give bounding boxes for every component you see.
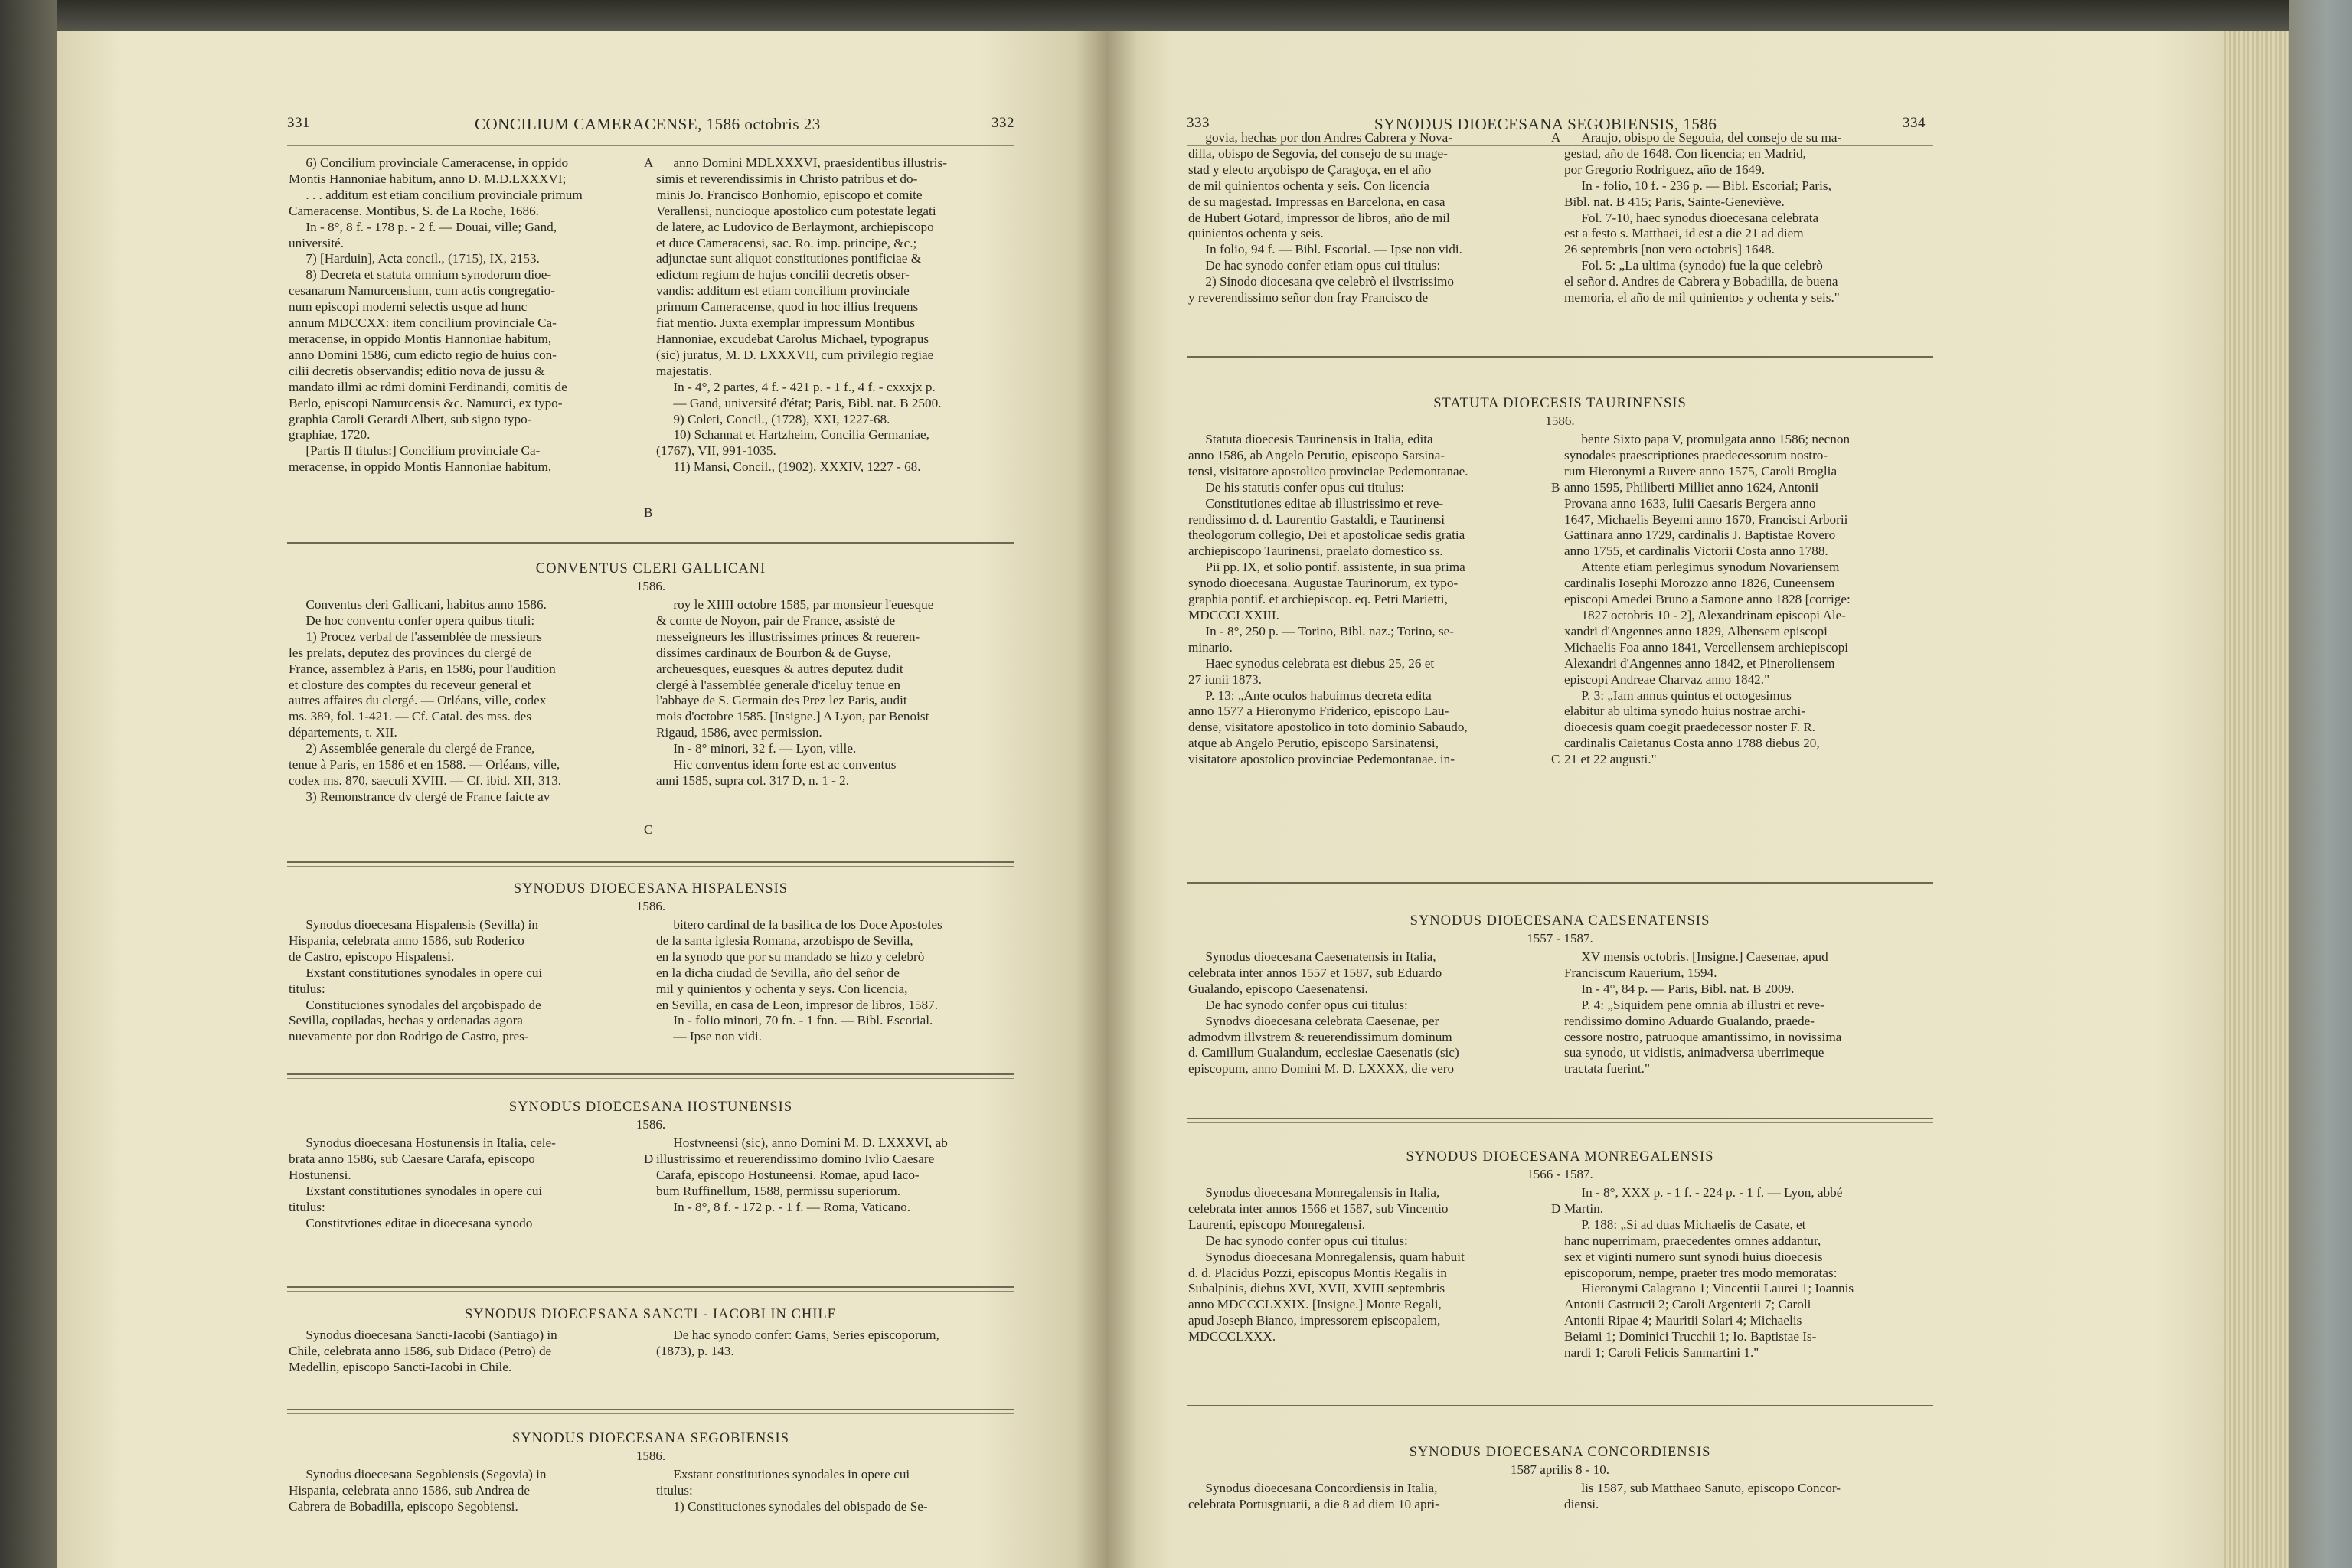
text-line: anno 1755, et cardinalis Victorii Costa anno 1788. (1564, 544, 1828, 559)
text-line: De hoc conventu confer opera quibus tituli: (305, 612, 535, 628)
text-line: In - folio, 10 f. - 236 p. — Bibl. Escorial; Paris, (1581, 178, 1831, 193)
text-line: episcoporum, nempe, praeter tres modo memoratas: (1564, 1265, 1838, 1280)
text-line: Alexandri d'Angennes anno 1842, et Pineroliensem (1564, 655, 1835, 671)
hostunensis-column-2 (656, 1135, 1014, 1216)
sancti-iacobi-column-1 (289, 1328, 641, 1376)
text-line: Subalpinis, diebus XVI, XVII, XVIII septembris (1188, 1281, 1446, 1296)
sancti-iacobi-column-2 (656, 1328, 1014, 1360)
text-line: cesanarum Namurcensium, cum actis congregatio- (289, 283, 555, 299)
text-line: majestatis. (656, 363, 713, 378)
section-rule-thin (287, 1078, 1014, 1079)
text-line: Exstant constitutiones synodales in opere cui (305, 1183, 543, 1198)
margin-marker-b: B (644, 505, 653, 520)
text-line: apud Joseph Bianco, impressorem episcopalem, (1188, 1313, 1441, 1328)
text-line: anno Domini MDLXXXVI, praesidentibus illustris- (673, 155, 947, 170)
text-line: brata anno 1586, sub Caesare Carafa, episcopo (289, 1151, 535, 1166)
text-line: Fol. 7-10, haec synodus dioecesana celebrata (1581, 210, 1819, 225)
text-line: Exstant constitutiones synodales in opere cui (673, 1467, 910, 1481)
text-line: MDCCCLXXX. (1188, 1329, 1276, 1344)
section-rule (287, 542, 1014, 544)
text-line: Synodus dioecesana Sancti-Iacobi (Santiago) in (305, 1328, 557, 1342)
text-line: diensi. (1564, 1496, 1599, 1511)
text-line: 1) Procez verbal de l'assemblée de messieurs (305, 629, 542, 644)
text-line: hanc nuperrimam, praecedentes omnes addantur, (1564, 1233, 1821, 1248)
text-line: Synodus dioecesana Concordiensis in Italia, (1205, 1481, 1438, 1495)
text-line: l'abbaye de S. Germain des Prez lez Paris, audit (656, 693, 907, 708)
text-line: Antonii Castrucii 2; Caroli Argenterii 7; Caroli (1564, 1297, 1811, 1312)
text-line: 2) Sinodo diocesana qve celebrò el ilvstrissimo (1205, 274, 1454, 289)
right-page (1106, 31, 2224, 1568)
section-rule-thin (287, 1291, 1014, 1292)
text-line: bum Ruffinellum, 1588, permissu superiorum. (656, 1183, 901, 1198)
text-line: govia, hechas por don Andres Cabrera y Nova- (1205, 130, 1453, 145)
text-line: celebrata inter annos 1557 et 1587, sub Eduardo (1188, 965, 1442, 980)
section-rule (287, 1409, 1014, 1410)
text-line: 11) Mansi, Concil., (1902), XXXIV, 1227 - 68. (673, 459, 921, 475)
text-line: — Gand, université d'état; Paris, Bibl. nat. B 2500. (673, 395, 942, 410)
text-line: en la dicha ciudad de Sevilla, año del señor de (656, 965, 900, 980)
text-line: cessore nostro, patruoque amantissimo, in novissima (1564, 1029, 1842, 1044)
text-line: fiat mentio. Juxta exemplar impressum Montibus (656, 315, 915, 331)
text-line: est a festo s. Matthaei, id est a die 21 ad diem (1564, 226, 1804, 241)
page-number-331: 331 (287, 115, 310, 131)
conventus-column-1 (289, 597, 641, 805)
desk-background-right (2289, 0, 2352, 1568)
text-line: et closture des comptes du receveur general et (289, 677, 531, 692)
text-line: mil y quinientos y ochenta y seys. Con licencia, (656, 981, 908, 996)
page-number-333: 333 (1187, 115, 1210, 131)
text-line: Constitvtiones editae in dioecesana synodo (305, 1215, 533, 1230)
text-line: simis et reverendissimis in Christo patribus et do- (656, 171, 918, 186)
text-line: Constitutiones editae ab illustrissimo et reve- (1205, 495, 1444, 511)
text-line: de la santa iglesia Romana, arzobispo de Sevilla, (656, 933, 913, 948)
section-rule (1187, 1405, 1933, 1406)
text-line: Sevilla, copiladas, hechas y ordenadas agora (289, 1013, 523, 1028)
text-line: XV mensis octobris. [Insigne.] Caesenae, apud (1581, 949, 1828, 964)
margin-marker-d: D (1551, 1201, 1561, 1216)
margin-marker-d: D (644, 1152, 654, 1166)
text-line: nardi 1; Caroli Felicis Sanmartini 1." (1564, 1345, 1759, 1361)
heading-concordiensis: SYNODUS DIOECESANA CONCORDIENSIS (1409, 1445, 1711, 1460)
text-line: rum Hieronymi a Ruvere anno 1575, Caroli Broglia (1564, 463, 1838, 479)
text-line: P. 4: „Siquidem pene omnia ab illustri et reve- (1581, 997, 1824, 1012)
segobiensis-column-2 (656, 1467, 1014, 1515)
text-line: el señor d. Andres de Cabrera y Bobadilla, de buena (1564, 274, 1838, 289)
text-line: bitero cardinal de la basilica de los Doce Apostoles (673, 917, 942, 932)
text-line: meracense, in oppido Montis Hannoniae habitum, (289, 331, 552, 346)
text-line: dissimes cardinaux de Bourbon & de Guyse, (656, 645, 891, 660)
text-line: & comte de Noyon, pair de France, assisté de (656, 612, 896, 628)
heading-caesenatensis: SYNODUS DIOECESANA CAESENATENSIS (1410, 913, 1710, 929)
running-title-left: CONCILIUM CAMERACENSE, 1586 octobris 23 (475, 115, 821, 133)
heading-taurinensis: STATUTA DIOECESIS TAURINENSIS (1433, 396, 1687, 411)
text-line: de latere, ac Ludovico de Berlaymont, archiepiscopo (656, 219, 934, 234)
year-hispalensis: 1586. (635, 899, 666, 913)
text-line: In folio, 94 f. — Bibl. Escorial. — Ipse non vidi. (1205, 242, 1462, 257)
text-line: minis Jo. Francisco Bonhomio, episcopo et comite (656, 187, 923, 202)
concilium-column-2 (656, 155, 1014, 475)
section-rule (1187, 882, 1933, 884)
text-line: meracense, in oppido Montis Hannoniae habitum, (289, 459, 552, 475)
text-line: (1767), VII, 991-1035. (656, 443, 776, 459)
text-line: en Sevilla, en casa de Leon, impresor de libros, 1587. (656, 997, 938, 1012)
text-line: Pii pp. IX, et solio pontif. assistente, in sua prima (1205, 560, 1465, 575)
text-line: graphia Caroli Gerardi Albert, sub signo typo- (289, 411, 532, 426)
text-line: d. Camillum Gualandum, ecclesiae Caesenatis (sic) (1188, 1045, 1459, 1060)
text-line: gestad, año de 1648. Con licencia; en Madrid, (1564, 145, 1806, 161)
text-line: clergé à l'assemblée generale d'iceluy tenue en (656, 677, 900, 692)
text-line: episcopi Andreae Charvaz anno 1842." (1564, 671, 1770, 687)
text-line: Hispania, celebrata anno 1586, sub Andrea de (289, 1482, 530, 1498)
text-line: roy le XIIII octobre 1585, par monsieur l'euesque (673, 597, 934, 612)
text-line: cardinalis Caietanus Costa anno 1788 diebus 20, (1564, 736, 1820, 751)
text-line: De hac synodo confer opus cui titulus: (1205, 997, 1408, 1012)
text-line: Berlo, episcopi Namurcensis &c. Namurci, ex typo- (289, 395, 563, 410)
text-line: [Partis II titulus:] Concilium provinciale Ca- (305, 443, 541, 459)
year-segobiensis: 1586. (635, 1449, 666, 1463)
text-line: bente Sixto papa V, promulgata anno 1586; necnon (1581, 432, 1851, 446)
text-line: Cameracense. Montibus, S. de La Roche, 1686. (289, 203, 539, 218)
text-line: dilla, obispo de Segovia, del consejo de su mage- (1188, 145, 1448, 161)
text-line: 7) [Harduin], Acta concil., (1715), IX, 2153. (305, 251, 540, 266)
text-line: Araujo, obispo de Segouia, del consejo de su ma- (1581, 130, 1842, 145)
text-line: anno 1595, Philiberti Milliet anno 1624, Antonii (1564, 479, 1819, 495)
text-line: tensi, visitatore apostolico provinciae Pedemontanae. (1188, 463, 1468, 479)
text-line: vandis: additum est etiam concilium provinciale (656, 283, 910, 299)
conventus-column-2 (656, 597, 1014, 789)
text-line: titulus: (656, 1482, 693, 1498)
text-line: P. 3: „Iam annus quintus et octogesimus (1581, 688, 1792, 703)
hispalensis-column-2 (656, 917, 1014, 1045)
text-line: mois d'octobre 1585. [Insigne.] A Lyon, par Benoist (656, 709, 929, 724)
margin-marker-c: C (644, 822, 653, 837)
text-line: Gattinara anno 1729, cardinalis J. Baptistae Rovero (1564, 528, 1836, 543)
text-line: Martin. (1564, 1200, 1604, 1216)
text-line: Cabrera de Bobadilla, episcopo Segobiensi. (289, 1498, 518, 1514)
taurinensis-column-1 (1188, 432, 1548, 768)
text-line: en la synodo que por su mandado se hizo y celebrò (656, 949, 925, 964)
text-line: Beiami 1; Dominici Trucchii 1; Io. Baptistae Is- (1564, 1329, 1817, 1344)
margin-marker-a: A (644, 155, 654, 170)
text-line: episcopum, anno Domini M. D. LXXXX, die vero (1188, 1061, 1455, 1076)
text-line: 8) Decreta et statuta omnium synodorum dioe- (305, 267, 552, 283)
text-line: De hac synodo confer etiam opus cui titulus: (1205, 258, 1441, 273)
text-line: episcopi Amedei Bruno a Samone anno 1828 [corrige: (1564, 592, 1851, 607)
text-line: elabitur ab ultima synodo huius nostrae archi- (1564, 704, 1806, 719)
text-line: illustrissimo et reuerendissimo domino Ivlio Caesare (656, 1151, 935, 1166)
text-line: adjunctae sunt aliquot constitutiones pontificiae & (656, 251, 922, 266)
segobiensis-cont-column-1 (1188, 130, 1548, 306)
segobiensis-column-1 (289, 1467, 641, 1515)
text-line: graphia pontif. et archiepiscop. eq. Petri Marietti, (1188, 592, 1448, 607)
text-line: 1) Constituciones synodales del obispado de Se- (673, 1498, 928, 1514)
text-line: De hac synodo confer: Gams, Series episcoporum, (673, 1328, 939, 1342)
book-gutter-shadow (1076, 31, 1137, 1568)
heading-hispalensis: SYNODUS DIOECESANA HISPALENSIS (513, 881, 789, 897)
text-line: Fol. 5: „La ultima (synodo) fue la que celebrò (1581, 258, 1823, 273)
text-line: De hac synodo confer opus cui titulus: (1205, 1233, 1408, 1248)
text-line: Michaelis Foa anno 1841, Vercellensem archiepiscopi (1564, 639, 1849, 655)
text-line: graphiae, 1720. (289, 427, 371, 443)
concordiensis-column-2 (1564, 1481, 1932, 1513)
text-line: anno MDCCCLXXIX. [Insigne.] Monte Regali, (1188, 1297, 1442, 1312)
text-line: sua synodo, ut vidistis, animadversa uberrimeque (1564, 1045, 1824, 1060)
text-line: stad y electo arçobispo de Çaragoça, en el año (1188, 162, 1432, 177)
text-line: Synodus dioecesana Segobiensis (Segovia) in (305, 1467, 547, 1481)
text-line: tractata fuerint." (1564, 1061, 1650, 1076)
text-line: y reverendissimo señor don fray Francisco de (1188, 290, 1429, 305)
text-line: (1873), p. 143. (656, 1343, 734, 1358)
text-line: dioecesis quam coegit praedecessor noster F. R. (1564, 720, 1815, 735)
section-rule-thin (287, 866, 1014, 867)
text-line: autres affaires du clergé. — Orléans, ville, codex (289, 693, 547, 708)
text-line: De his statutis confer opus cui titulus: (1205, 479, 1405, 495)
text-line: Hieronymi Calagrano 1; Vincentii Laurei 1; Ioannis (1581, 1281, 1854, 1296)
hostunensis-column-1 (289, 1135, 641, 1231)
text-line: Hostunensi. (289, 1167, 351, 1182)
text-line: In - 8°, XXX p. - 1 f. - 224 p. - 1 f. — Lyon, abbé (1581, 1185, 1843, 1200)
text-line: edictum regium de hujus concilii decretis obser- (656, 267, 910, 283)
text-line: memoria, el año de mil quinientos y ochenta y seis." (1564, 290, 1840, 305)
text-line: 2) Assemblée generale du clergé de France, (305, 741, 535, 756)
text-line: xandri d'Angennes anno 1829, Albensem episcopi (1564, 623, 1828, 639)
text-line: Synodus dioecesana Caesenatensis in Italia, (1205, 949, 1436, 964)
text-line: Hostvneensi (sic), anno Domini M. D. LXXXVI, ab (673, 1135, 948, 1150)
text-line: Chile, celebrata anno 1586, sub Didaco (Petro) de (289, 1343, 552, 1358)
year-caesenatensis: 1557 - 1587. (1527, 931, 1593, 946)
text-line: Synodus dioecesana Hostunensis in Italia, cele- (305, 1135, 556, 1150)
text-line: Laurenti, episcopo Monregalensi. (1188, 1217, 1366, 1232)
text-line: et duce Cameracensi, sac. Ro. imp. principe, &c.; (656, 235, 917, 250)
text-line: MDCCCLXXIII. (1188, 607, 1279, 622)
hispalensis-column-1 (289, 917, 641, 1045)
text-line: cardinalis Iosephi Morozzo anno 1826, Cuneensem (1564, 576, 1835, 591)
text-line: anno Domini 1586, cum edicto regio de huius con- (289, 347, 557, 362)
text-line: Provana anno 1633, Iulii Caesaris Bergera anno (1564, 495, 1816, 511)
text-line: Synodus dioecesana Monregalensis, quam habuit (1205, 1249, 1465, 1264)
text-line: 26 septembris [non vero octobris] 1648. (1564, 242, 1775, 257)
year-monregalensis: 1566 - 1587. (1527, 1167, 1593, 1181)
text-line: minario. (1188, 639, 1233, 655)
text-line: Hic conventus idem forte est ac conventus (673, 757, 897, 773)
text-line: annum MDCCXX: item concilium provinciale Ca- (289, 315, 557, 331)
text-line: rendissimo domino Aduardo Gualando, praede- (1564, 1013, 1815, 1028)
year-taurinensis: 1586. (1545, 413, 1575, 428)
section-rule (1187, 356, 1933, 358)
section-rule-thin (1187, 1122, 1933, 1123)
text-line: France, assemblez à Paris, en 1586, pour l'audition (289, 661, 556, 676)
segobiensis-cont-column-2 (1564, 130, 1932, 306)
text-line: Franciscum Rauerium, 1594. (1564, 965, 1717, 980)
text-line: 10) Schannat et Hartzheim, Concilia Germaniae, (673, 427, 929, 443)
text-line: Synodus dioecesana Hispalensis (Sevilla) in (305, 917, 538, 932)
book-page-edges (2224, 31, 2289, 1568)
heading-sancti-iacobi: SYNODUS DIOECESANA SANCTI - IACOBI IN CHILE (465, 1307, 837, 1322)
text-line: les prelats, deputez des provinces du clergé de (289, 645, 532, 660)
margin-marker-b: B (1551, 480, 1560, 495)
desk-background-top (0, 0, 2352, 31)
text-line: dense, visitatore apostolico in toto dominio Sabaudo, (1188, 720, 1468, 735)
text-line: archeuesques, euesques & autres deputez dudit (656, 661, 903, 676)
text-line: . . . additum est etiam concilium provinciale primum (305, 187, 583, 202)
text-line: cilii decretis observandis; editio nova de jussu & (289, 363, 545, 378)
text-line: tenue à Paris, en 1586 et en 1588. — Orléans, ville, (289, 757, 560, 773)
text-line: synodo dioecesana. Augustae Taurinorum, ex typo- (1188, 576, 1459, 591)
text-line: codex ms. 870, saeculi XVIII. — Cf. ibid. XII, 313. (289, 773, 562, 788)
text-line: archiepiscopo Taurinensi, praelato domestico ss. (1188, 544, 1443, 559)
text-line: anno 1586, ab Angelo Perutio, episcopo Sarsina- (1188, 447, 1446, 462)
text-line: messeigneurs les illustrissimes princes & reueren- (656, 629, 920, 644)
year-concordiensis: 1587 aprilis 8 - 10. (1511, 1462, 1609, 1477)
section-rule (287, 1286, 1014, 1288)
text-line: nuevamente por don Rodrigo de Castro, pres- (289, 1029, 529, 1044)
text-line: Synodvs dioecesana celebrata Caesenae, per (1205, 1013, 1439, 1028)
text-line: 3) Remonstrance dv clergé de France faicte av (305, 789, 550, 804)
margin-marker-c: C (1551, 752, 1560, 766)
text-line: celebrata Portusgruarii, a die 8 ad diem 10 apri- (1188, 1496, 1439, 1511)
text-line: Statuta dioecesis Taurinensis in Italia, edita (1205, 432, 1433, 446)
text-line: 9) Coleti, Concil., (1728), XXI, 1227-68. (673, 411, 890, 426)
text-line: In - 8° minori, 32 f. — Lyon, ville. (673, 741, 857, 756)
text-line: P. 13: „Ante oculos habuimus decreta edita (1205, 688, 1432, 703)
text-line: Synodus dioecesana Monregalensis in Italia, (1205, 1185, 1440, 1200)
text-line: départements, t. XII. (289, 725, 397, 740)
section-rule (287, 861, 1014, 863)
text-line: In - folio minori, 70 fn. - 1 fnn. — Bibl. Escorial. (673, 1013, 933, 1028)
text-line: In - 8°, 8 f. - 172 p. - 1 f. — Roma, Vaticano. (673, 1199, 911, 1214)
section-rule (287, 1073, 1014, 1075)
text-line: Verallensi, nuncioque apostolico cum potestate legati (656, 203, 936, 218)
margin-marker-a: A (1551, 130, 1561, 145)
text-line: titulus: (289, 981, 325, 996)
heading-hostunensis: SYNODUS DIOECESANA HOSTUNENSIS (508, 1099, 793, 1115)
year-conventus: 1586. (635, 579, 666, 593)
text-line: admodvm illvstrem & reuerendissimum dominum (1188, 1029, 1452, 1044)
text-line: Antonii Ripae 4; Mauritii Solari 4; Michaelis (1564, 1313, 1802, 1328)
text-line: 27 iunii 1873. (1188, 671, 1262, 687)
text-line: theologorum collegio, Dei et apostolicae sedis gratia (1188, 528, 1465, 543)
text-line: por Gregorio Rodriguez, año de 1649. (1564, 162, 1766, 177)
text-line: P. 188: „Si ad duas Michaelis de Casate, et (1581, 1217, 1806, 1232)
year-hostunensis: 1586. (635, 1117, 666, 1132)
text-line: Carafa, episcopo Hostuneensi. Romae, apud Iaco- (656, 1167, 920, 1182)
heading-monregalensis: SYNODUS DIOECESANA MONREGALENSIS (1406, 1149, 1714, 1165)
text-line: Montis Hannoniae habitum, anno D. M.D.LXXXVI; (289, 171, 567, 186)
text-line: de su magestad. Impressas en Barcelona, en casa (1188, 194, 1446, 209)
text-line: de Castro, episcopo Hispalensi. (289, 949, 455, 964)
text-line: quinientos ochenta y seis. (1188, 226, 1324, 241)
text-line: Gualando, episcopo Caesenatensi. (1188, 981, 1368, 996)
text-line: Exstant constitutiones synodales in opere cui (305, 965, 543, 980)
header-rule (287, 145, 1014, 146)
page-number-332: 332 (991, 115, 1014, 131)
monregalensis-column-1 (1188, 1185, 1548, 1345)
text-line: Bibl. nat. B 415; Paris, Sainte-Geneviève. (1564, 194, 1785, 209)
text-line: atque ab Angelo Perutio, episcopo Sarsinatensi, (1188, 736, 1439, 751)
text-line: synodales praescriptiones praedecessorum nostro- (1564, 447, 1828, 462)
text-line: primum Cameracense, quod in hoc illius frequens (656, 299, 919, 315)
taurinensis-column-2 (1564, 432, 1932, 768)
heading-segobiensis: SYNODUS DIOECESANA SEGOBIENSIS (511, 1431, 789, 1446)
text-line: visitatore apostolico provinciae Pedemontanae. in- (1188, 752, 1455, 767)
text-line: In - 4°, 84 p. — Paris, Bibl. nat. B 2009. (1581, 981, 1795, 996)
text-line: In - 8°, 8 f. - 178 p. - 2 f. — Douai, ville; Gand, (305, 219, 557, 234)
text-line: titulus: (289, 1199, 325, 1214)
text-line: (sic) juratus, M. D. LXXXVII, cum privilegio regiae (656, 347, 934, 362)
text-line: Conventus cleri Gallicani, habitus anno 1586. (305, 597, 547, 612)
monregalensis-column-2 (1564, 1185, 1932, 1361)
section-rule-thin (287, 1413, 1014, 1414)
text-line: Hispania, celebrata anno 1586, sub Roderico (289, 933, 524, 948)
text-line: anni 1585, supra col. 317 D, n. 1 - 2. (656, 773, 850, 788)
section-rule (1187, 1118, 1933, 1119)
desk-background-left (0, 0, 57, 1568)
text-line: In - 8°, 250 p. — Torino, Bibl. naz.; Torino, se- (1205, 623, 1454, 639)
text-line: Haec synodus celebrata est diebus 25, 26 et (1205, 655, 1435, 671)
concilium-column-1 (289, 155, 641, 475)
text-line: 6) Concilium provinciale Cameracense, in oppido (305, 155, 569, 170)
text-line: lis 1587, sub Matthaeo Sanuto, episcopo Concor- (1581, 1481, 1841, 1495)
text-line: ms. 389, fol. 1-421. — Cf. Catal. des mss. des (289, 709, 531, 724)
text-line: rendissimo d. d. Laurentio Gastaldi, e Taurinensi (1188, 511, 1445, 527)
text-line: num episcopi moderni selectis usque ad hunc (289, 299, 528, 315)
text-line: In - 4°, 2 partes, 4 f. - 421 p. - 1 f., 4 f. - cxxxjx p. (673, 379, 936, 394)
text-line: de Hubert Gotard, impressor de libros, año de mil (1188, 210, 1450, 225)
heading-conventus-cleri-gallicani: CONVENTUS CLERI GALLICANI (535, 561, 766, 577)
text-line: d. d. Placidus Pozzi, episcopus Montis Regalis in (1188, 1265, 1448, 1280)
text-line: Rigaud, 1586, avec permission. (656, 725, 822, 740)
text-line: — Ipse non vidi. (673, 1029, 762, 1044)
page-number-334: 334 (1903, 115, 1926, 131)
text-line: sex et viginti numero sunt synodi huius dioecesis (1564, 1249, 1823, 1264)
text-line: université. (289, 235, 345, 250)
caesenatensis-column-2 (1564, 949, 1932, 1077)
text-line: 1827 octobris 10 - 2], Alexandrinam episcopi Ale- (1581, 607, 1846, 622)
left-page (57, 31, 1106, 1568)
text-line: Attente etiam perlegimus synodum Novariensem (1581, 560, 1840, 575)
text-line: Hannoniae, excudebat Carolus Michael, typograpus (656, 331, 929, 346)
text-line: 1647, Michaelis Beyemi anno 1670, Francisci Arborii (1564, 511, 1848, 527)
text-line: anno 1577 a Hieronymo Friderico, episcopo Lau- (1188, 704, 1449, 719)
text-line: de mil quinientos ochenta y seis. Con licencia (1188, 178, 1430, 193)
text-line: Medellin, episcopo Sancti-Iacobi in Chile. (289, 1359, 512, 1374)
text-line: mandato illmi ac rdmi domini Ferdinandi, comitis de (289, 379, 567, 394)
text-line: Constituciones synodales del arçobispado de (305, 997, 541, 1012)
caesenatensis-column-1 (1188, 949, 1548, 1077)
running-title-right: SYNODUS DIOECESANA SEGOBIENSIS, 1586 (1374, 115, 1717, 133)
text-line: 21 et 22 augusti." (1564, 752, 1657, 767)
concordiensis-column-1 (1188, 1481, 1548, 1513)
text-line: celebrata inter annos 1566 et 1587, sub Vincentio (1188, 1200, 1449, 1216)
